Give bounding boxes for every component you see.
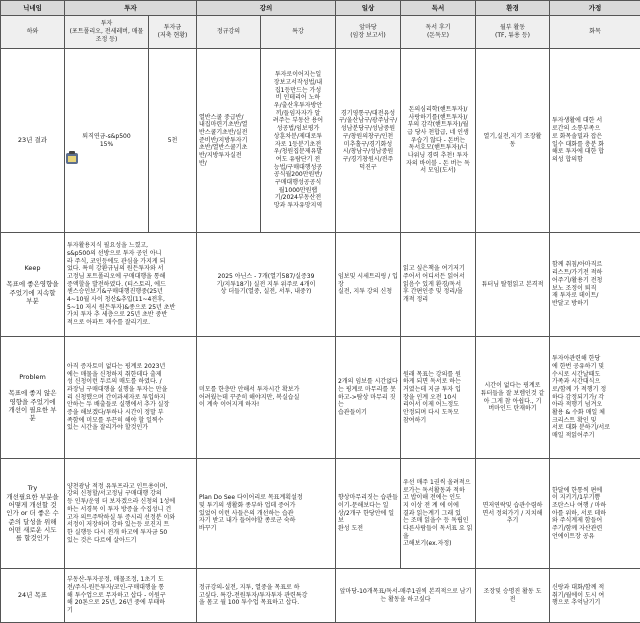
group-daily: 일상 (336, 1, 401, 16)
table-row (1, 49, 640, 233)
group-family: 가정 (550, 1, 640, 16)
cell-book-review: 우선 매주 1권씩 올려적으 로가는 독서활동과 적하 고 밥이해 전에는 인도 지 이상 전 계 에 이에 결과 읽는계기 그래 있 는 조매 읽을수 등 독립인 다른사람들이 독서표 요 읽을 고해보기(ex.자정) (401, 459, 476, 569)
cell-activity: 튜터님 탈험읽고 본격적 (476, 233, 550, 337)
group-nickname: 닉네임 (1, 1, 65, 16)
cell-special-lecture: 투자로이어지는일 장보고서작성법/내 집1등만드는 가성 비 인테리어 노하 우/출산후투자방안 끼/들임자자가 알 려주는 부동산 용어 성공법/임보평가 상훈차분/제대로투 자로 1등분기초전 우/청원집문제유발 여도 유람단기 전 능법/구매대행성공 공식월200만원반/ 구매대행성공공식 월1000만원랩 기/2024부동산전 망과 투자유망지역 (261, 49, 336, 233)
row-label-keep: Keep 목표에 좋은영향을 주었기에 지속할 부분 (1, 233, 65, 337)
header-special-lecture: 특강 (261, 16, 336, 49)
group-lecture: 강의 (197, 1, 336, 16)
cell-harmony: 투자아관련해 한당 에 한번 공유하기 및 수시로 시간날때도 가족과 시간대식으 로/함께 가 적행기 정 하다 감정되기가/ 각 아라 적행기 넘겨오 활용 & 수화 매일 체 크리스트 확인 및 서로 대화 분하기/서로 매일 적읽어주기 (550, 337, 640, 459)
sub-header-row (1, 16, 640, 49)
clipboard-icon (66, 153, 78, 164)
cell-book-review: 돈의심리학(핸트투자)/ 사랑하기를(핸트투자)/ 부의 감각(핸트투자)/월 급 당사 천합급, 네 인생 우습기 않다 - 돈버는 독서호모(핸트투자)/너 나위닝 경력 추천! 투자 자의 바이블 - 돈 버는 독 서 모임(도서) (401, 49, 476, 233)
cell-frontyard: 향상마무리짓는 습관들 이기-문해보다는 일 상/2개구 한당안에 일보 완성 도전 (336, 459, 401, 569)
cell-activity: 조장및 승명진 활동 도 전 (476, 569, 550, 623)
cell-lecture: 미모를 한층만 안해서 투자시간 확보가 어려웠는데 꾸준히 해야지만, 복실습실 이 계속 이어지게 하자! (197, 337, 336, 459)
group-environment: 환경 (476, 1, 550, 16)
table-row (1, 233, 640, 337)
cell-investment: 아직 증자토미 없다는 핑계로 2023년 에는 매물을 신청하지 취한데다 출제 성 신청이런 두르의 매도를 하였다. / 과장님 구매대행을 실행을 투자는 만을 리 신청했으며 간이과세자로 투입하지 안하는 두 배출들로 실행에서 추가 실장 증을 해보겠다/투하나 시간이 정말 부 족함에 미모를 루끈히 해야 할 일찍수 있는 시간을 잘리가야 할것인가 (65, 337, 197, 459)
cell-frontyard: 임보및 시세트리링 / 입장 실전, 지투 강의 신청 (336, 233, 401, 337)
group-invest: 투자 (65, 1, 197, 16)
table-row (1, 459, 640, 569)
cell-lecture: 2025 아닌스 - 7개(열기587/실증39 기/지투18기) 실전 지투 위주로 4개이 상 더들기(열중, 실전, 서투, 내중?) (197, 233, 336, 337)
cell-regular-lecture: 열반스쿨 중급반/ 내집마련기초반/열 반스쿨기초반/실전 준비반/지방투자기 초반/열반스쿨기초 반/지방투자실전 반/ (197, 49, 261, 233)
row-label-2024-goal: 24년 목표 (1, 569, 65, 623)
row-label-2023-result: 23년 결과 (1, 49, 65, 233)
header-harmony: 화목 (550, 16, 640, 49)
header-regular-lecture: 정규강의 (197, 16, 261, 49)
group-header-row (1, 1, 640, 16)
cell-investment (65, 49, 149, 233)
cell-activity: 면저연락및 습관수렴하 면서 정의가기 / 지치해 추기 (476, 459, 550, 569)
header-frontyard: 앞마당 (임장 보고서) (336, 16, 401, 49)
cell-frontyard-reading: 앞마당-10개목표/독서-매주1권씩 본격적으로 남기는 활동을 하고싶다 (336, 569, 476, 623)
cell-investment-text: 퇴직연금-s&p500 15% (82, 133, 130, 148)
cell-investment: 부동산-투자공정, 매물조정, 1초기 도 전/주식-원든투자/코인-구매대행을 통 해 투수업으로 무자하고 삽다 - 이원구 해 20톤으로 25년, 26년 중에 부태하 기 (65, 569, 197, 623)
table-row (1, 569, 640, 623)
cell-savings: 5천 (149, 49, 197, 233)
cell-lecture: Plan Do See 다이어리로 목표계획설정 및 투기의 생활화 종부하 업데 증어가 있었어 이런 사들은의 개선하는 습관 자기 받고 내가 들어야할 종로군 숙하 바꾸기 (197, 459, 336, 569)
cell-harmony: 투자생활에 대한 서 로간의 소통부족으 로 화목솔밀과 잡은 일수 대화를 충분 화 해로 투자에 대한 합 의성 합의함 (550, 49, 640, 233)
cell-investment: 양천광남 적정 유투프라고 인트용이며, 강의 신청할/서고정님 구매대행 강의 등 인투/운영 더 보자겠으라 신청의 1성에 하는 서경목 이 투자 방증을 수집성니 건 고자 의트주탁하실 투 증시리 선정분 이와 서정이 저장하며 강하 있는등 로진지 트 한 실행등 다시 전개 하고에 투자금 50 있는 것은 다르에 살아드기 (65, 459, 197, 569)
header-activity: 월부 활동 (TF, 튜용 등) (476, 16, 550, 49)
cell-harmony: 신랑과 대화/함께 적 취기/월에이 도시 여 행으로 추억남기기 (550, 569, 640, 623)
table-row (1, 337, 640, 459)
cell-book-review: 읽고 싶은책을 여기저기 주어서 어디서든 읽어서 읽음수 있게 환경/독서 후 간편인증 및 정리/몰 개적 정리 (401, 233, 476, 337)
cell-book-review: 원래 목표는 강의를 원 하게 되면 독서로 하는 거였는데 지금 투자 입 장을 인계 오전 10시 리어서 이제 어느정도 안정되며 다시 도독모 참여하기 (401, 337, 476, 459)
cell-activity: 열기,실전,지기 조장활 동 (476, 49, 550, 233)
header-savings: 투자금 (저축 현황) (149, 16, 197, 49)
header-investment: 투자 (포트폴리오, 전세레버, 매물조정 등) (65, 16, 149, 49)
row-label-try: Try 개선필요한 부분을 어떻게 개선할 것 인가 or 더 좋은 수 준의 달성을 위해 어떤 새로운 시도 를 할것인가 (1, 459, 65, 569)
header-nickname-value: 하와 (1, 16, 65, 49)
cell-frontyard: 경기영통구/대전유성 구/울산남구/광주남구/ 성남분당구/성남중원 구/창원의창구/인천 미추홀구/경기화성 시/창남구/성남중원 구/경기창원시/전주 덕진구 (336, 49, 401, 233)
group-reading: 독서 (401, 1, 476, 16)
cell-investment: 투자활용지식 필요성을 느꼈고, s&p500의 선방으로 투자 공인 아니 라 주식, 코인등에도 관심을 가지게 되 었다. 특히 강환규님의 원든투자와 서 고정님 포트폴리오에 구매대행을 통해 증액할을 발전하였다. (티스토리, 에드 센스승인보기&구매대행진행중(25년 4~10월 사이 청산&추입(11~4전후, 5~10 저시 원든투자)&종으로 25년 초반 가치 투자 추 세층으로 25년 초반 중반 적으로 아파트 재수를 잘리기로. (65, 233, 197, 337)
header-book-review: 독서 후기 (돈독모) (401, 16, 476, 49)
cell-activity: 시간이 없다는 핑계로 튜터들을 잘 보렘인것 같 아 그게 참 아쉽다., 기 버마인드 탄재하기 (476, 337, 550, 459)
cell-harmony: 함께 취침/아마직르 리스트/가기전 적하 어주기/활용기 전청 보노 조정이 퇴직 재 투자로 데이트/ 반달고 방하기 (550, 233, 640, 337)
cell-frontyard: 2개의 임보를 시간없다 는 핑계로 마무리를 못 하고->탐상 마무리 짓는 습관들이기 (336, 337, 401, 459)
cell-harmony: 한달에 한통씩 편에 이 지키기/1부기쁨 조탄스나 여행 / 마하 아를 위하, 서로 데하 와 주식계제 함들어 주기/함께 자산관련 언에이트장 공유 (550, 459, 640, 569)
cell-lecture: 정규강의-실전, 지투, 열중을 목표로 하 고싶다. 특강-전원투자/투자투자 관련특강 을 몸고 월 100 투수업 목표하고 삽다. (197, 569, 336, 623)
row-label-problem: Problem 목표에 좋지 않은 영향을 주었기에 개선이 필요한 부 분 (1, 337, 65, 459)
